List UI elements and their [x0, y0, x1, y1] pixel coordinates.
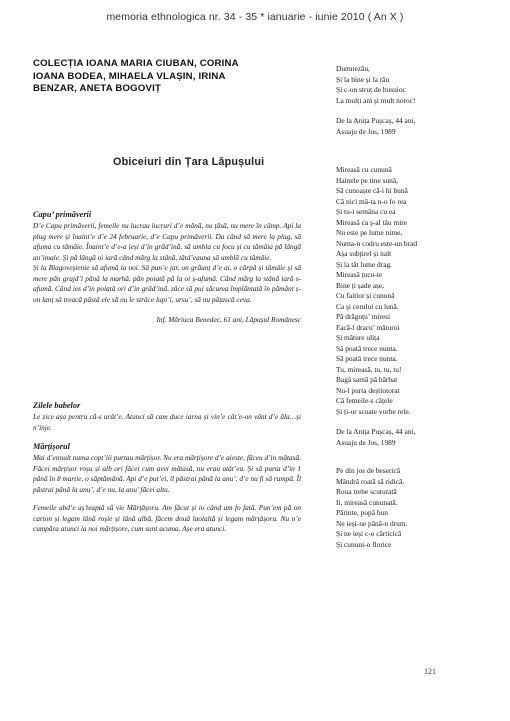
section-heading: Mărțișorul	[33, 442, 70, 451]
right-column	[336, 64, 496, 550]
collection-title-line: COLECȚIA IOANA MARIA CIUBAN, CORINA	[33, 58, 239, 69]
verse-line: Numa-n codru este-un brad	[336, 238, 418, 248]
verse-line: Mireasă ca ș-al tău mire	[336, 217, 407, 227]
collection-title-block	[33, 58, 303, 96]
paragraph: D’e Capu primăverii, femeile nu lucrau lucruri d’e mână, nu țăsă, nu mere în câmp. Api la plug mere și înaint’e d’e 24 februarie, d’e Capu primăverii. Da când să mere la plug, să afuma cu tămâie. Înaint’e d’e-a ieși d’in grăd’ină, să umbla cu focu și cu tămâia pă lângă an’imale. Și pă lângă oi iară când mărg la stână, tătd’eauna să umblă cu tămâie.	[33, 221, 301, 262]
verse-line: Facă-l dracu’ măturoi	[336, 322, 400, 332]
verse-line: Cu faitior și cunună	[336, 291, 395, 300]
paragraph: Și la Blagoveștenie să afumă la noi. Să pun’e jar, on grăunț d’e ai, o cârpă și tămâie și să mere păn grajd’i până la marhă, păn poiată pă la oi ș-afumă. Când mărg la stână iară s-afumă. Când ies d’in poiată ori d’in grăd’ină, zâce să pui săcurea împlântată în pământ ș-on lanț să treacă păstă ele să nu le strâce lupi’i, ursu’, să nu pățască ceva.	[33, 263, 301, 304]
source-line: Asuaju de Jos, 1989	[336, 126, 396, 136]
collection-title-line: BENZAR, ANETA BOGOVIȚ	[33, 83, 162, 94]
verse-mireasa	[336, 165, 496, 417]
verse-line: Nu este pe lume nime.	[336, 228, 403, 237]
verse-line: Părinte, popă bun	[336, 508, 388, 517]
verse-line: Și ne ieși c-o cărticică	[336, 529, 402, 538]
verse-line: Hainele pe tine sună,	[336, 175, 398, 185]
verse-line: Tu, mireasă, tu, tu, tu!	[336, 364, 402, 374]
verse-line: Mireasă țucu-te	[336, 270, 383, 279]
verse-line: Și c-on struț de busuioc	[336, 85, 406, 94]
running-header: memoria ethnologica nr. 34 - 35 * ianuarie - iunie 2010 ( An X )	[106, 11, 404, 23]
verse-line: Să poată trece nunta.	[336, 343, 398, 353]
source-line: Asuaju de Jos, 1989	[336, 437, 396, 447]
verse-line: Ne ieși-ne până-n drum.	[336, 518, 408, 528]
source-credit	[336, 427, 496, 448]
section-capu-primaverii	[33, 210, 301, 325]
verse-line: Pe din jos de beserică	[336, 466, 401, 475]
verse-line: Bagă samă pă bărbat	[336, 375, 398, 384]
verse-line: Și măture ulița	[336, 333, 380, 342]
page-number: 121	[424, 667, 436, 676]
verse-line: Așa subțirel și nalt	[336, 249, 392, 258]
verse-line: Și la bine și la rău	[336, 74, 390, 84]
verse-line: Și ți-or scoate vorbe rele.	[336, 406, 411, 416]
verse-line: Mândră roată să ridică.	[336, 476, 405, 486]
verse-line: Și la tăt lume drag.	[336, 259, 393, 269]
verse-line: Nu-l purta deștiotorat	[336, 385, 400, 395]
verse-line: Că femeile-s cățele	[336, 396, 393, 405]
paragraph: Le zice așa pentru că-s urât’e. Atunci să cam duce iarna și vin’e cât’e-on vânt d’e ăla…și n’inje.	[33, 412, 301, 432]
verse-line: Ca și cerului cu lună.	[336, 301, 399, 311]
collection-title-line: IOANA BODEA, MIHAELA VLAȘIN, IRINA	[33, 70, 226, 82]
verse-line: Pă drăguțu’ miresi	[336, 312, 391, 321]
section-heading: Capu’ primăverii	[33, 210, 92, 219]
verse-line: Dumnezău,	[336, 64, 370, 73]
verse-line: Mireasă cu cunună	[336, 165, 392, 174]
section-heading: Zilele babelor	[33, 401, 81, 410]
verse-intro	[336, 64, 496, 106]
section-martisorul	[33, 442, 301, 535]
verse-line: Să poată trece nunta.	[336, 354, 398, 363]
paragraph: Femeile abd’e aș’teaptă să vie Mărțășoru. Am făcut și io când am fo fată. Pun’em pă on carton și legam lână roșie și lână albă, făcem două laolaltă și legam mărțășoru. Nu n’e cumpăra atunci la noi mărțișore, cum sunt acuma. Așe era atunci.	[33, 503, 301, 533]
verse-line: Și tu-i semăna cu ea	[336, 207, 396, 216]
informant-credit: Inf. Măriuca Benedec, 61 ani, Lăpușul Românesc	[156, 315, 301, 324]
article-title: Obiceiuri din Țara Lăpușului	[113, 156, 265, 168]
verse-line: Roua trebe scuturată	[336, 487, 397, 496]
verse-line: Ii, mireasă cununată.	[336, 497, 398, 507]
source-line: De la Anița Pușcaș, 44 ani,	[336, 427, 416, 436]
verse-biserica	[336, 466, 496, 550]
verse-line: Bine ți șade așe,	[336, 280, 385, 290]
source-credit	[336, 116, 496, 137]
verse-line: Că nici mă-ta n-o fo rea	[336, 196, 407, 206]
verse-line: Și cununi-o florice	[336, 539, 392, 549]
source-line: De la Anița Pușcaș, 44 ani,	[336, 116, 416, 125]
verse-line: Să cunoaște că-i hi bună	[336, 186, 408, 195]
section-zilele-babelor	[33, 401, 301, 433]
paragraph: Mai d’ennult numa copt’iii purtau mărțișor. Nu era mărțișore d’e aieste, făceu d’in mătasă. Făcei mărțișor roșu și alb ori făcei cum avei mătasă, nu erau atât’ea. Și să purta d’in 1 până în 8 martie, o săptămână. Api d’e put’ei, îl păstrai până la anu’, d’e nu fi să rumpă. Îl păstrai până la anu’, d’e nu, la anu’ făcei altu.	[33, 453, 301, 494]
verse-line: La mulți ani și mult noroc!	[336, 95, 416, 105]
